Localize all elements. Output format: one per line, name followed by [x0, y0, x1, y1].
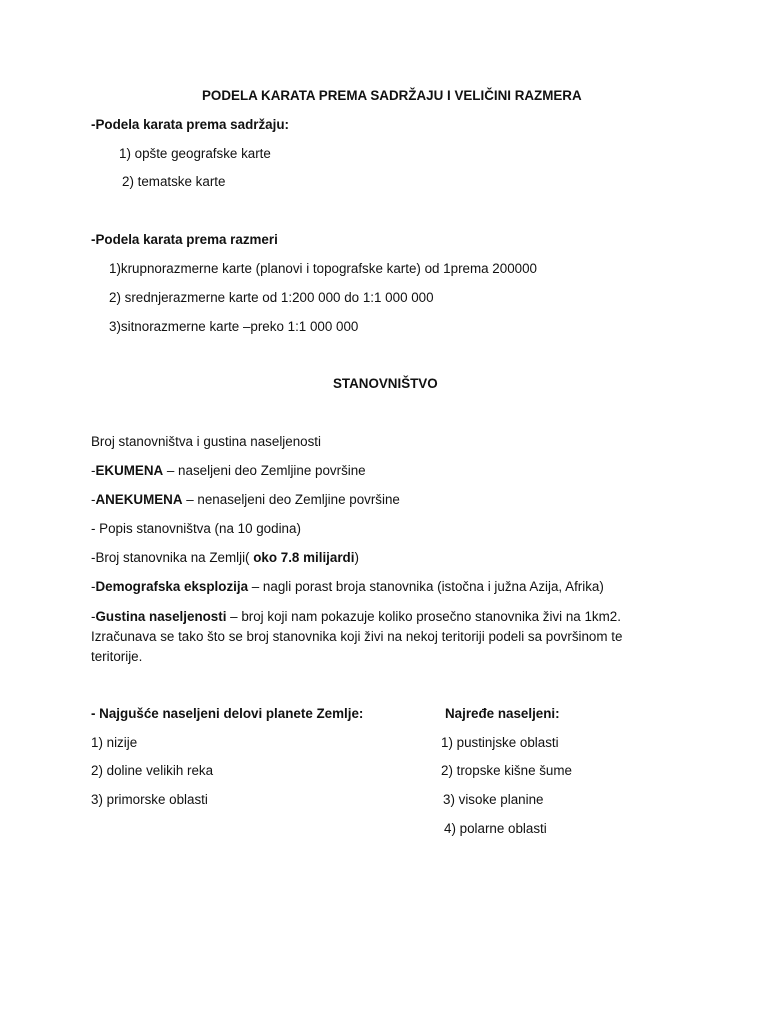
sparsest-item-3: 3) visoke planine — [443, 792, 544, 807]
densest-item-1: 1) nizije — [91, 735, 138, 750]
demografska-definition: – nagli porast broja stanovnika (istočna i južna Azija, Afrika) — [248, 579, 604, 594]
gustina-term: Gustina naseljenosti — [95, 609, 227, 624]
ekumena-prefix: - — [91, 463, 96, 478]
scale-item-1: 1)krupnorazmerne karte (planovi i topografske karte) od 1prema 200000 — [109, 261, 537, 276]
popis-line: - Popis stanovništva (na 10 godina) — [91, 521, 301, 536]
scale-item-2: 2) srednjerazmerne karte od 1:200 000 do 1:1 000 000 — [109, 290, 434, 305]
document-title: PODELA KARATA PREMA SADRŽAJU I VELIČINI RAZMERA — [202, 88, 582, 103]
gustina-paragraph — [91, 607, 671, 667]
scale-item-3: 3)sitnorazmerne karte –preko 1:1 000 000 — [109, 319, 359, 334]
scale-section-heading: -Podela karata prema razmeri — [91, 232, 278, 247]
densest-item-3: 3) primorske oblasti — [91, 792, 208, 807]
densest-heading: - Najgušće naseljeni delovi planete Zemlje: — [91, 706, 364, 721]
content-section-heading: -Podela karata prema sadržaju: — [91, 117, 289, 132]
broj-suffix: ) — [354, 550, 359, 565]
anekumena-line — [91, 492, 400, 509]
gustina-definition: – broj koji nam pokazuje koliko prosečno stanovnika živi na 1km2. Izračunava se tako što se broj stanovnika koji živi na nekoj teritoriji podeli sa površinom te teritorije. — [91, 609, 623, 664]
gustina-prefix: - — [91, 609, 96, 624]
sparsest-item-4: 4) polarne oblasti — [444, 821, 547, 836]
anekumena-prefix: - — [91, 492, 96, 507]
ekumena-definition: – naseljeni deo Zemljine površine — [163, 463, 366, 478]
demografska-line — [91, 579, 604, 596]
densest-item-2: 2) doline velikih reka — [91, 763, 214, 778]
ekumena-term: EKUMENA — [95, 463, 164, 478]
population-intro: Broj stanovništva i gustina naseljenosti — [91, 434, 322, 449]
demografska-prefix: - — [91, 579, 96, 594]
sparsest-item-1: 1) pustinjske oblasti — [441, 735, 559, 750]
sparsest-item-2: 2) tropske kišne šume — [441, 763, 572, 778]
broj-line — [91, 550, 359, 567]
demografska-term: Demografska eksplozija — [95, 579, 249, 594]
content-item-2: 2) tematske karte — [122, 174, 226, 189]
ekumena-line — [91, 463, 366, 480]
content-item-1: 1) opšte geografske karte — [119, 146, 271, 161]
population-heading: STANOVNIŠTVO — [333, 376, 438, 391]
anekumena-term: ANEKUMENA — [95, 492, 183, 507]
broj-value: oko 7.8 milijardi — [249, 550, 355, 565]
sparsest-heading: Najređe naseljeni: — [445, 706, 560, 721]
anekumena-definition: – nenaseljeni deo Zemljine površine — [182, 492, 400, 507]
broj-prefix: -Broj stanovnika na Zemlji( — [91, 550, 250, 565]
